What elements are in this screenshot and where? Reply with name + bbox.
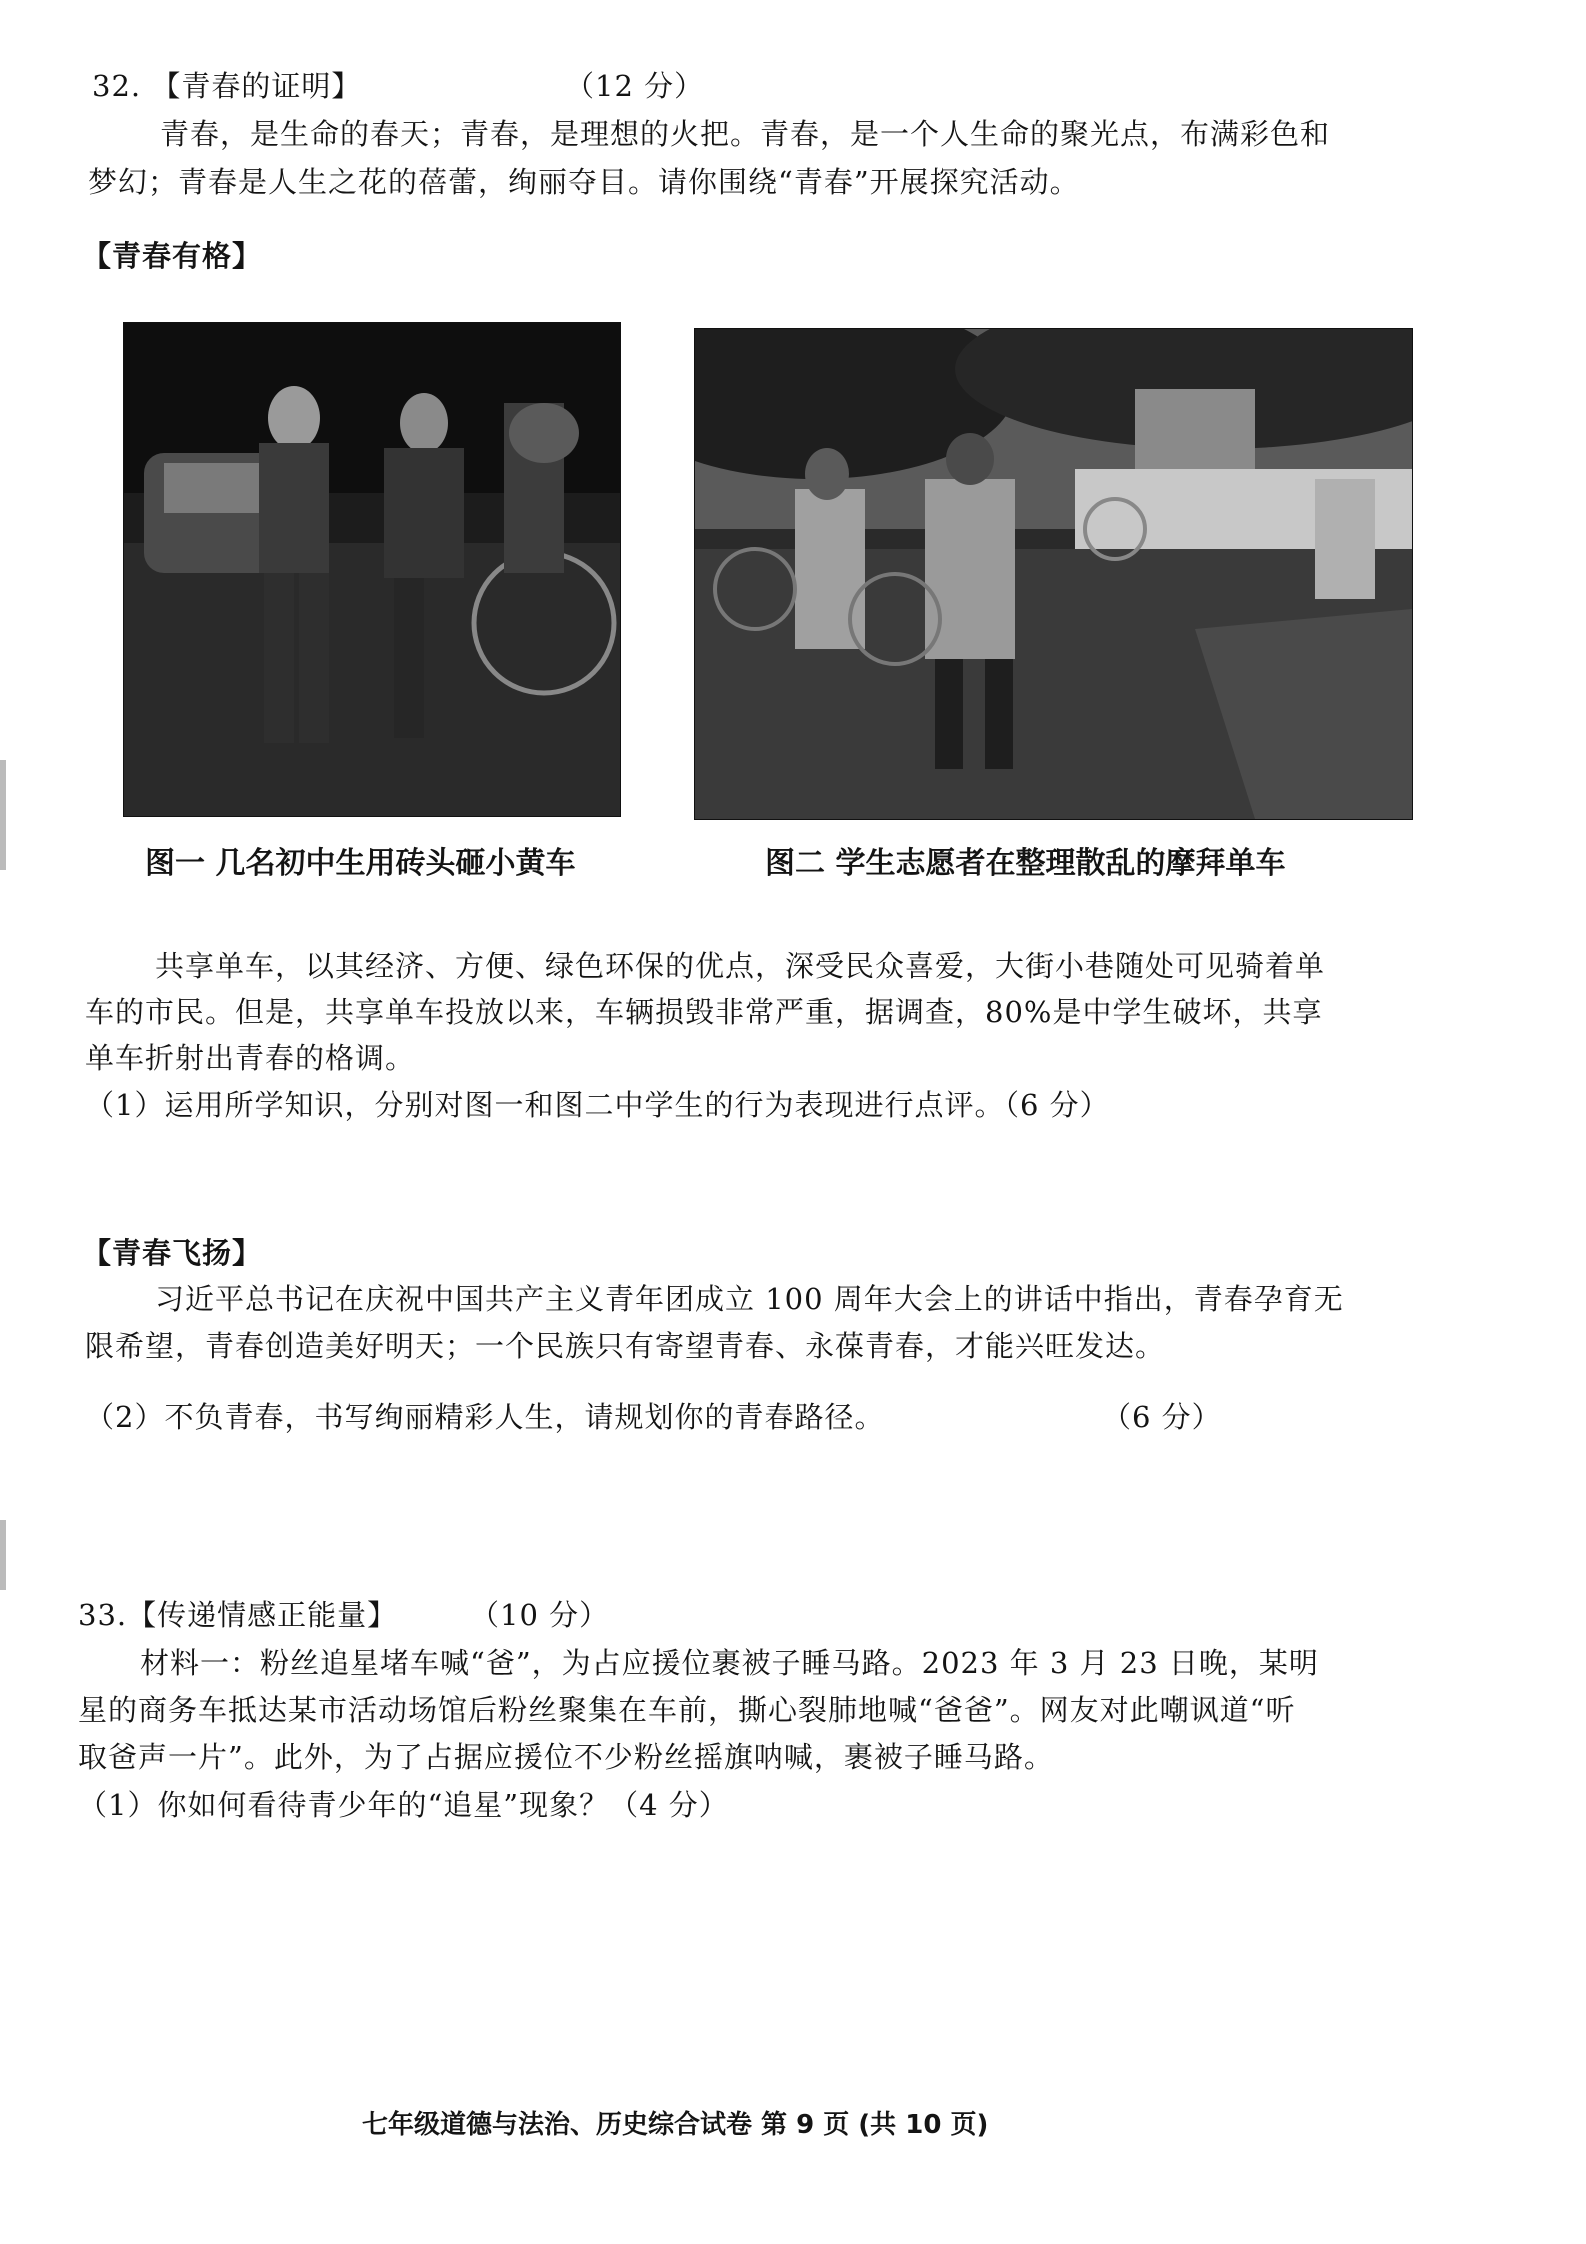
figure1-caption: 图一 几名初中生用砖头砸小黄车: [145, 846, 576, 881]
scan-edge-mark: [0, 1520, 6, 1590]
q32-question2: （2）不负青春，书写绚丽精彩人生，请规划你的青春路径。: [85, 1400, 885, 1434]
q32-para-line2: 车的市民。但是，共享单车投放以来，车辆损毁非常严重，据调查，80%是中学生破坏，共享: [85, 995, 1323, 1029]
q32-question2-points: （6 分）: [1102, 1400, 1222, 1434]
q32-quote-line1: 习近平总书记在庆祝中国共产主义青年团成立 100 周年大会上的讲话中指出，青春孕育无: [155, 1282, 1344, 1316]
q33-question1: （1）你如何看待青少年的“追星”现象？（4 分）: [78, 1788, 729, 1822]
q32-para-line3: 单车折射出青春的格调。: [85, 1041, 416, 1075]
q32-intro-line2: 梦幻；青春是人生之花的蓓蕾，绚丽夺目。请你围绕“青春”开展探究活动。: [88, 165, 1080, 199]
q32-quote-line2: 限希望，青春创造美好明天；一个民族只有寄望青春、永葆青春，才能兴旺发达。: [85, 1329, 1166, 1363]
figure2-caption: 图二 学生志愿者在整理散乱的摩拜单车: [765, 846, 1286, 881]
q33-material-line1: 材料一：粉丝追星堵车喊“爸”，为占应援位裹被子睡马路。2023 年 3 月 23 日晚，某明: [140, 1646, 1319, 1680]
figure1-photo: [123, 322, 621, 817]
q32-intro-line1: 青春，是生命的春天；青春，是理想的火把。青春，是一个人生命的聚光点，布满彩色和: [160, 117, 1331, 151]
q32-header: 32. 【青春的证明】: [92, 69, 362, 103]
figure2-photo: [694, 328, 1413, 820]
scan-edge-mark: [0, 760, 6, 870]
q32-question1: （1）运用所学知识，分别对图一和图二中学生的行为表现进行点评。（6 分）: [85, 1088, 1110, 1122]
q32-section2-title: 【青春飞扬】: [82, 1236, 263, 1270]
q32-points: （12 分）: [565, 69, 705, 103]
page-footer: 七年级道德与法治、历史综合试卷 第 9 页 (共 10 页): [362, 2110, 989, 2140]
q33-header: 33.【传递情感正能量】: [78, 1598, 398, 1632]
q33-material-line3: 取爸声一片”。此外，为了占据应援位不少粉丝摇旗呐喊，裹被子睡马路。: [78, 1740, 1054, 1774]
q33-points: （10 分）: [470, 1598, 610, 1632]
q33-material-line2: 星的商务车抵达某市活动场馆后粉丝聚集在车前，撕心裂肺地喊“爸爸”。网友对此嘲讽道“听: [78, 1693, 1296, 1727]
q32-section1-title: 【青春有格】: [82, 239, 263, 273]
q32-para-line1: 共享单车，以其经济、方便、绿色环保的优点，深受民众喜爱，大街小巷随处可见骑着单: [155, 949, 1326, 983]
